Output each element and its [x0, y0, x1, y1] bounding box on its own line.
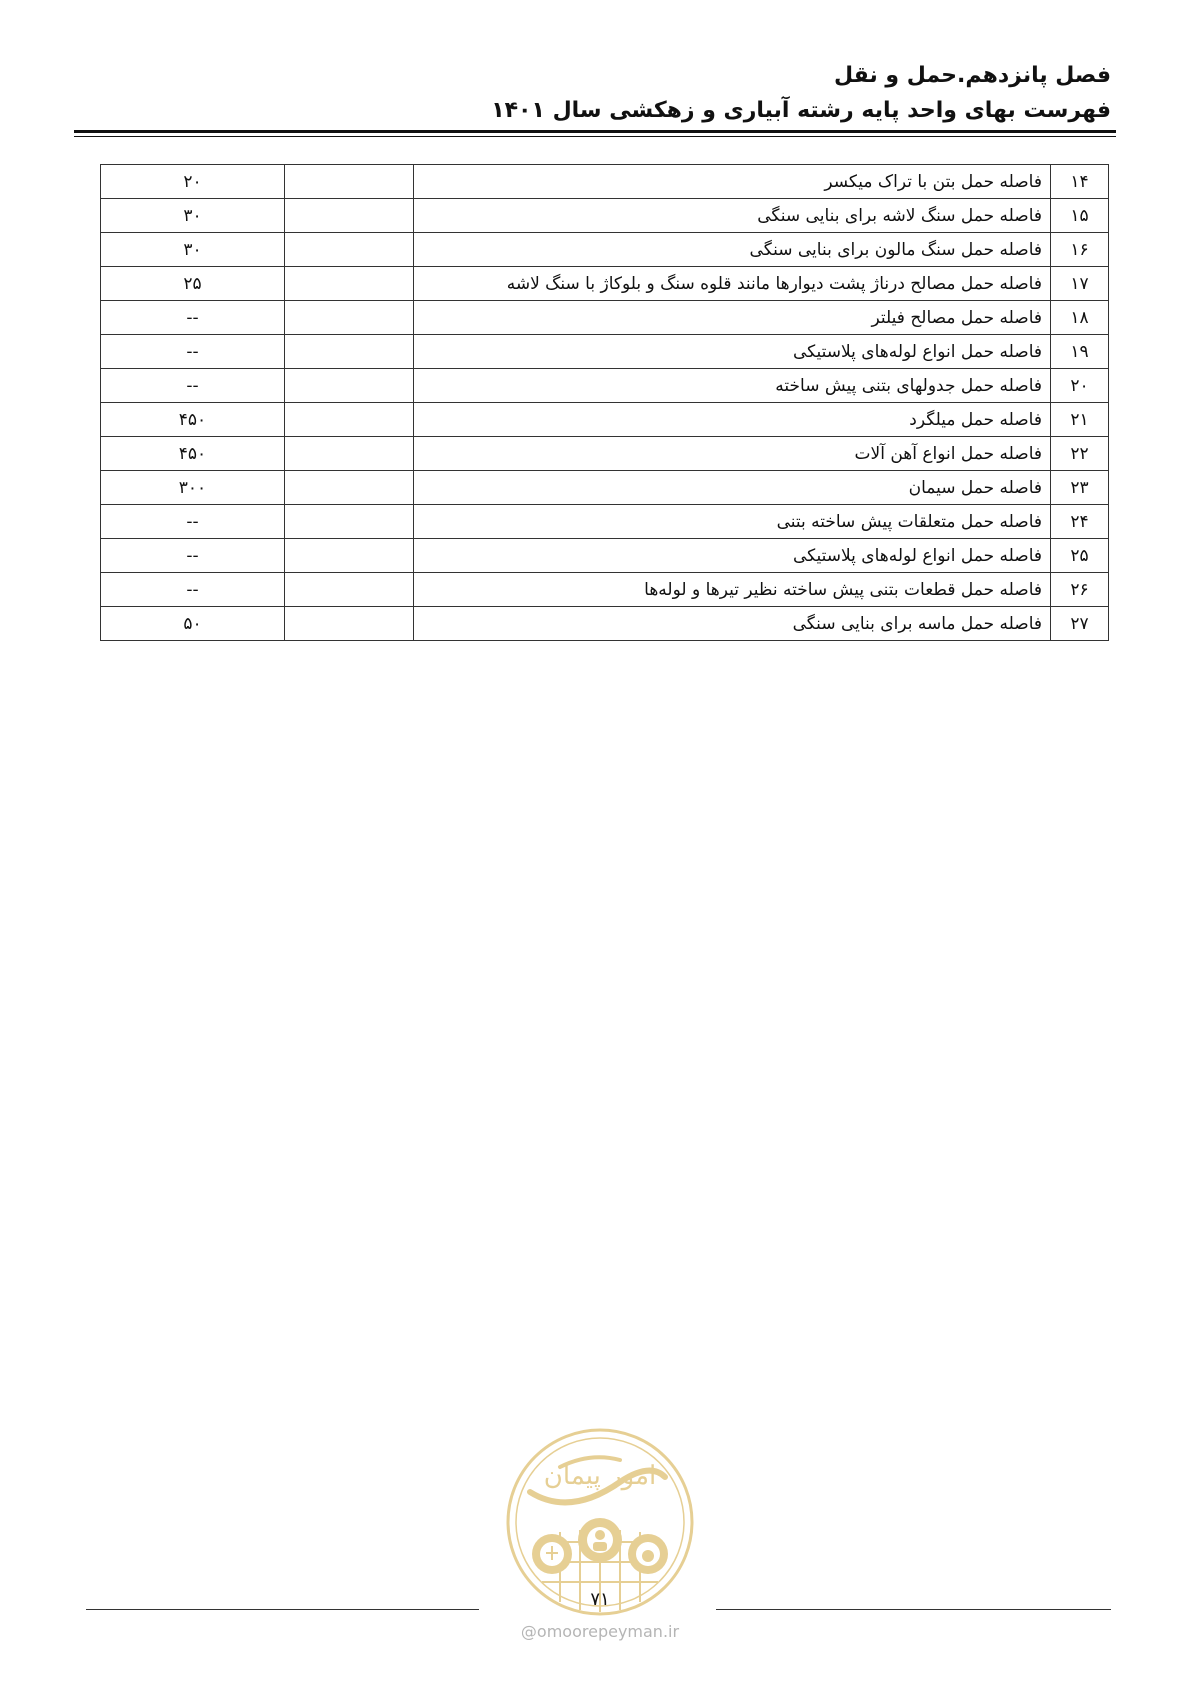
row-description: فاصله حمل انواع لوله‌های پلاستیکی — [414, 335, 1051, 369]
chapter-title: فصل پانزدهم.حمل و نقل — [834, 63, 1111, 88]
table-row — [101, 437, 1109, 471]
row-description: فاصله حمل سنگ لاشه برای بنایی سنگی — [414, 199, 1051, 233]
row-value: -- — [101, 369, 285, 403]
row-value: -- — [101, 573, 285, 607]
row-description: فاصله حمل ماسه برای بنایی سنگی — [414, 607, 1051, 641]
row-description: فاصله حمل سیمان — [414, 471, 1051, 505]
row-number: ۲۱ — [1051, 403, 1109, 437]
page-number: ۷۱ — [590, 1589, 610, 1610]
row-empty-cell — [285, 335, 414, 369]
row-number: ۱۵ — [1051, 199, 1109, 233]
transport-distance-table — [100, 164, 1109, 641]
row-value: -- — [101, 301, 285, 335]
row-empty-cell — [285, 199, 414, 233]
logo-text: امور پیمان — [543, 1461, 657, 1491]
footer-rule-left — [86, 1609, 479, 1610]
row-description: فاصله حمل مصالح فیلتر — [414, 301, 1051, 335]
row-value: ۳۰ — [101, 199, 285, 233]
row-number: ۲۳ — [1051, 471, 1109, 505]
table-row — [101, 369, 1109, 403]
row-description: فاصله حمل مصالح درناژ پشت دیوارها مانند قلوه سنگ و بلوکاژ با سنگ لاشه — [414, 267, 1051, 301]
row-description: فاصله حمل سنگ مالون برای بنایی سنگی — [414, 233, 1051, 267]
row-empty-cell — [285, 607, 414, 641]
table-body — [101, 165, 1109, 641]
row-description: فاصله حمل متعلقات پیش ساخته بتنی — [414, 505, 1051, 539]
website-watermark: @omoorepeyman.ir — [520, 1622, 680, 1641]
table-row — [101, 267, 1109, 301]
row-empty-cell — [285, 165, 414, 199]
row-description: فاصله حمل انواع آهن آلات — [414, 437, 1051, 471]
row-value: ۵۰ — [101, 607, 285, 641]
row-value: ۳۰۰ — [101, 471, 285, 505]
row-empty-cell — [285, 573, 414, 607]
row-number: ۱۷ — [1051, 267, 1109, 301]
row-value: -- — [101, 335, 285, 369]
page-header — [74, 58, 1116, 128]
header-rule-thick — [74, 130, 1116, 133]
table-row — [101, 199, 1109, 233]
row-empty-cell — [285, 233, 414, 267]
footer-rule-right — [716, 1609, 1111, 1610]
row-description: فاصله حمل میلگرد — [414, 403, 1051, 437]
row-value: ۲۵ — [101, 267, 285, 301]
row-number: ۲۲ — [1051, 437, 1109, 471]
row-empty-cell — [285, 301, 414, 335]
table-row — [101, 471, 1109, 505]
table-row — [101, 233, 1109, 267]
row-number: ۲۷ — [1051, 607, 1109, 641]
row-empty-cell — [285, 369, 414, 403]
table-row — [101, 505, 1109, 539]
row-number: ۱۹ — [1051, 335, 1109, 369]
row-empty-cell — [285, 539, 414, 573]
row-number: ۲۰ — [1051, 369, 1109, 403]
row-value: ۳۰ — [101, 233, 285, 267]
row-description: فاصله حمل جدولهای بتنی پیش ساخته — [414, 369, 1051, 403]
table-row — [101, 607, 1109, 641]
table-row — [101, 403, 1109, 437]
row-value: ۴۵۰ — [101, 437, 285, 471]
row-empty-cell — [285, 267, 414, 301]
table-row — [101, 335, 1109, 369]
row-value: ۴۵۰ — [101, 403, 285, 437]
row-number: ۲۵ — [1051, 539, 1109, 573]
table-row — [101, 165, 1109, 199]
document-subtitle: فهرست بهای واحد پایه رشته آبیاری و زهکشی سال ۱۴۰۱ — [491, 98, 1111, 123]
table-row — [101, 539, 1109, 573]
row-description: فاصله حمل بتن با تراک میکسر — [414, 165, 1051, 199]
row-number: ۱۴ — [1051, 165, 1109, 199]
row-number: ۱۶ — [1051, 233, 1109, 267]
row-description: فاصله حمل قطعات بتنی پیش ساخته نظیر تیرها و لوله‌ها — [414, 573, 1051, 607]
row-value: -- — [101, 505, 285, 539]
header-rule-thin — [74, 136, 1116, 137]
table-row — [101, 301, 1109, 335]
row-empty-cell — [285, 437, 414, 471]
table-row — [101, 573, 1109, 607]
row-value: ۲۰ — [101, 165, 285, 199]
row-number: ۱۸ — [1051, 301, 1109, 335]
row-empty-cell — [285, 471, 414, 505]
row-number: ۲۴ — [1051, 505, 1109, 539]
row-empty-cell — [285, 505, 414, 539]
row-value: -- — [101, 539, 285, 573]
row-description: فاصله حمل انواع لوله‌های پلاستیکی — [414, 539, 1051, 573]
row-number: ۲۶ — [1051, 573, 1109, 607]
row-empty-cell — [285, 403, 414, 437]
